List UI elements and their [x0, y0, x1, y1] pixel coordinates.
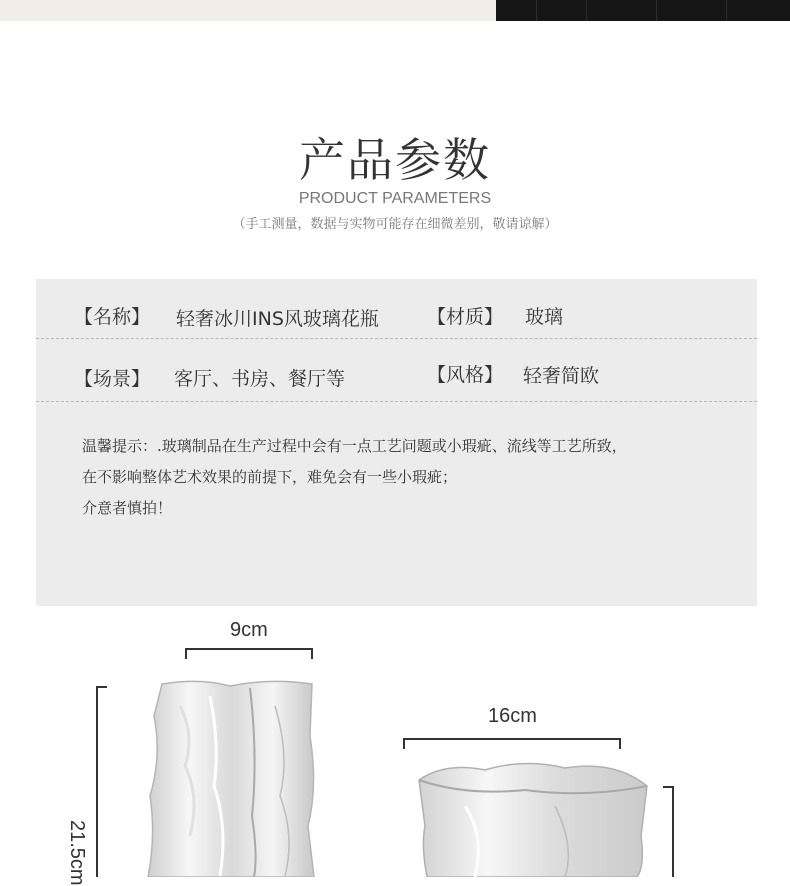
section-title: 产品参数: [299, 133, 491, 187]
vase-width-line: [185, 648, 313, 650]
bowl-width-line: [403, 738, 621, 740]
tips-line: 介意者慎拍！: [82, 499, 173, 517]
material-label: 【材质】: [427, 306, 504, 328]
vase-width-label: 9cm: [230, 619, 268, 641]
style-value: 轻奢简欧: [523, 365, 600, 387]
glacier-bowl-image: [405, 756, 655, 877]
tips-line: 温馨提示：.玻璃制品在生产过程中会有一点工艺问题或小瑕疵、流线等工艺所致，: [82, 437, 627, 455]
material-value: 玻璃: [525, 306, 564, 328]
glacier-vase-image: [140, 676, 325, 877]
row-divider: [36, 401, 757, 402]
scene-label: 【场景】: [74, 368, 151, 390]
vase-height-line: [96, 686, 98, 877]
name-label: 【名称】: [74, 306, 151, 328]
name-value: 轻奢冰川INS风玻璃花瓶: [176, 308, 379, 330]
style-label: 【风格】: [427, 364, 504, 386]
measurement-note: （手工测量，数据与实物可能存在细微差别，敬请谅解）: [232, 217, 558, 232]
bowl-height-line: [672, 786, 674, 877]
top-banner-strip: [0, 0, 790, 21]
scene-value: 客厅、书房、餐厅等: [174, 368, 346, 390]
warm-tips: [82, 431, 742, 524]
banner-dark-area: [496, 0, 790, 21]
parameters-panel: [36, 279, 757, 606]
tips-line: 在不影响整体艺术效果的前提下，难免会有一些小瑕疵；: [82, 468, 458, 486]
row-divider: [36, 338, 757, 339]
bowl-width-label: 16cm: [488, 705, 537, 727]
vase-height-label: 21.5cm: [66, 820, 88, 886]
section-subtitle: PRODUCT PARAMETERS: [298, 190, 492, 207]
